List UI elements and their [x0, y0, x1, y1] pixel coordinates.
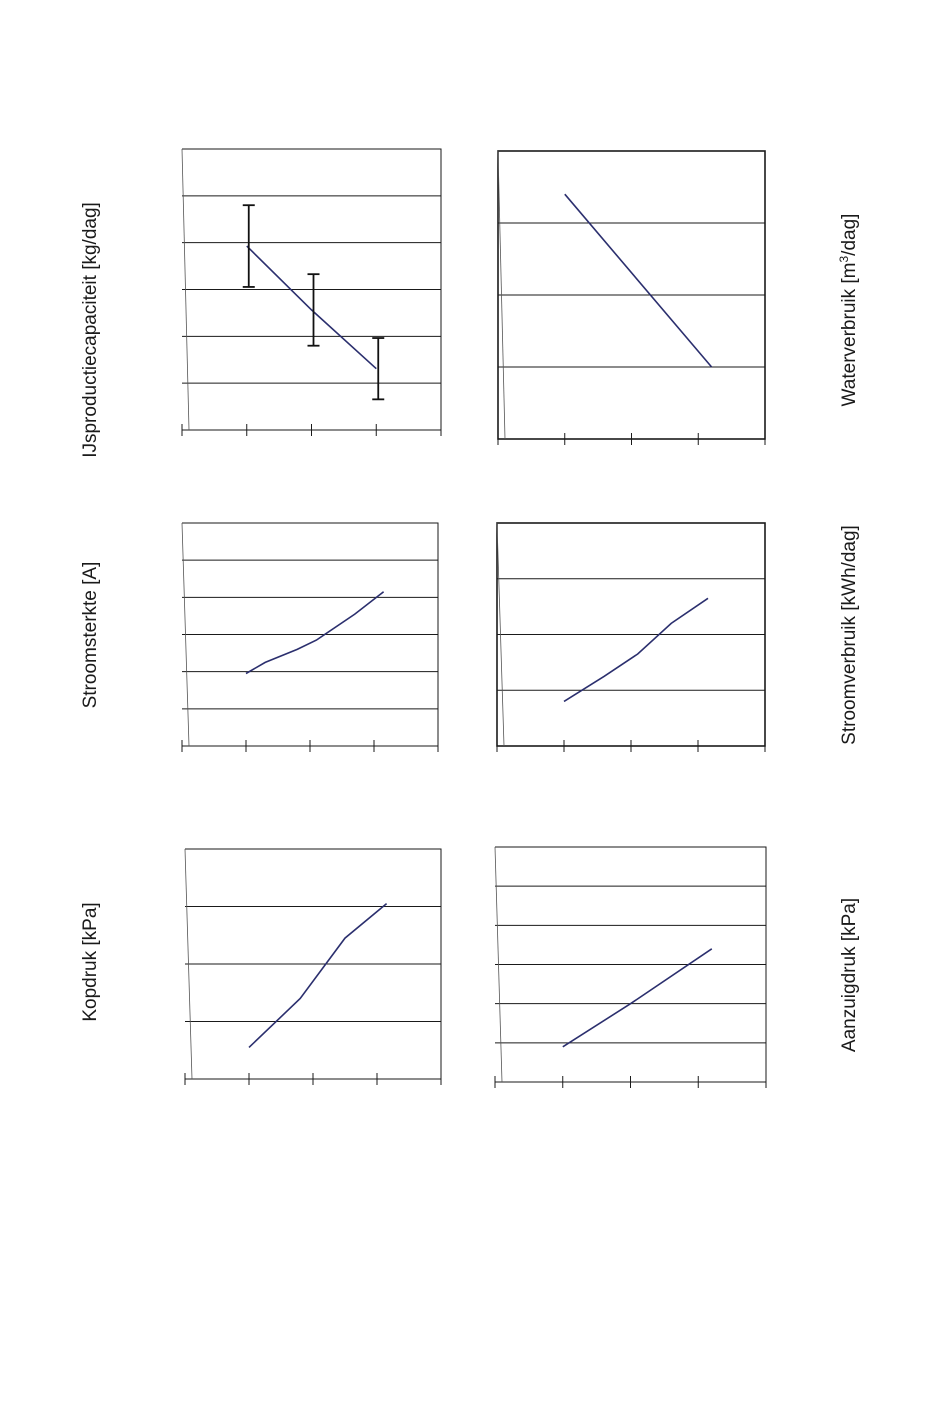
ylabel-waterverbruik: [837, 214, 860, 407]
ylabel-aanzuigdruk: Aanzuigdruk [kPa]: [839, 897, 860, 1053]
ylabel-kopdruk: Kopdruk [kPa]: [80, 902, 101, 1022]
series-line: [249, 904, 387, 1048]
series-line: [563, 949, 712, 1047]
ylabel-stroomverbruik: Stroomverbruik [kWh/dag]: [839, 525, 860, 745]
series-line: [246, 592, 384, 674]
ylabel-waterverbruik-sup: 3: [837, 255, 851, 263]
ylabel-waterverbruik-main: Waterverbruik [m: [839, 262, 860, 407]
plot-stroomverbruik: [497, 523, 765, 752]
plot-waterverbruik: [498, 151, 765, 445]
plot-stroomsterkte: [182, 523, 438, 752]
series-line: [565, 194, 712, 367]
ylabel-stroomsterkte: Stroomsterkte [A]: [80, 561, 101, 709]
series-line: [247, 246, 376, 369]
plot-aanzuigdruk: [495, 847, 766, 1088]
ylabel-waterverbruik-end: /dag]: [839, 213, 860, 256]
plot-kopdruk: [185, 849, 441, 1085]
plot-ijsproductie: [182, 149, 441, 436]
ylabel-ijsproductie: IJsproductiecapaciteit [kg/dag]: [80, 202, 101, 458]
series-line: [564, 598, 708, 701]
